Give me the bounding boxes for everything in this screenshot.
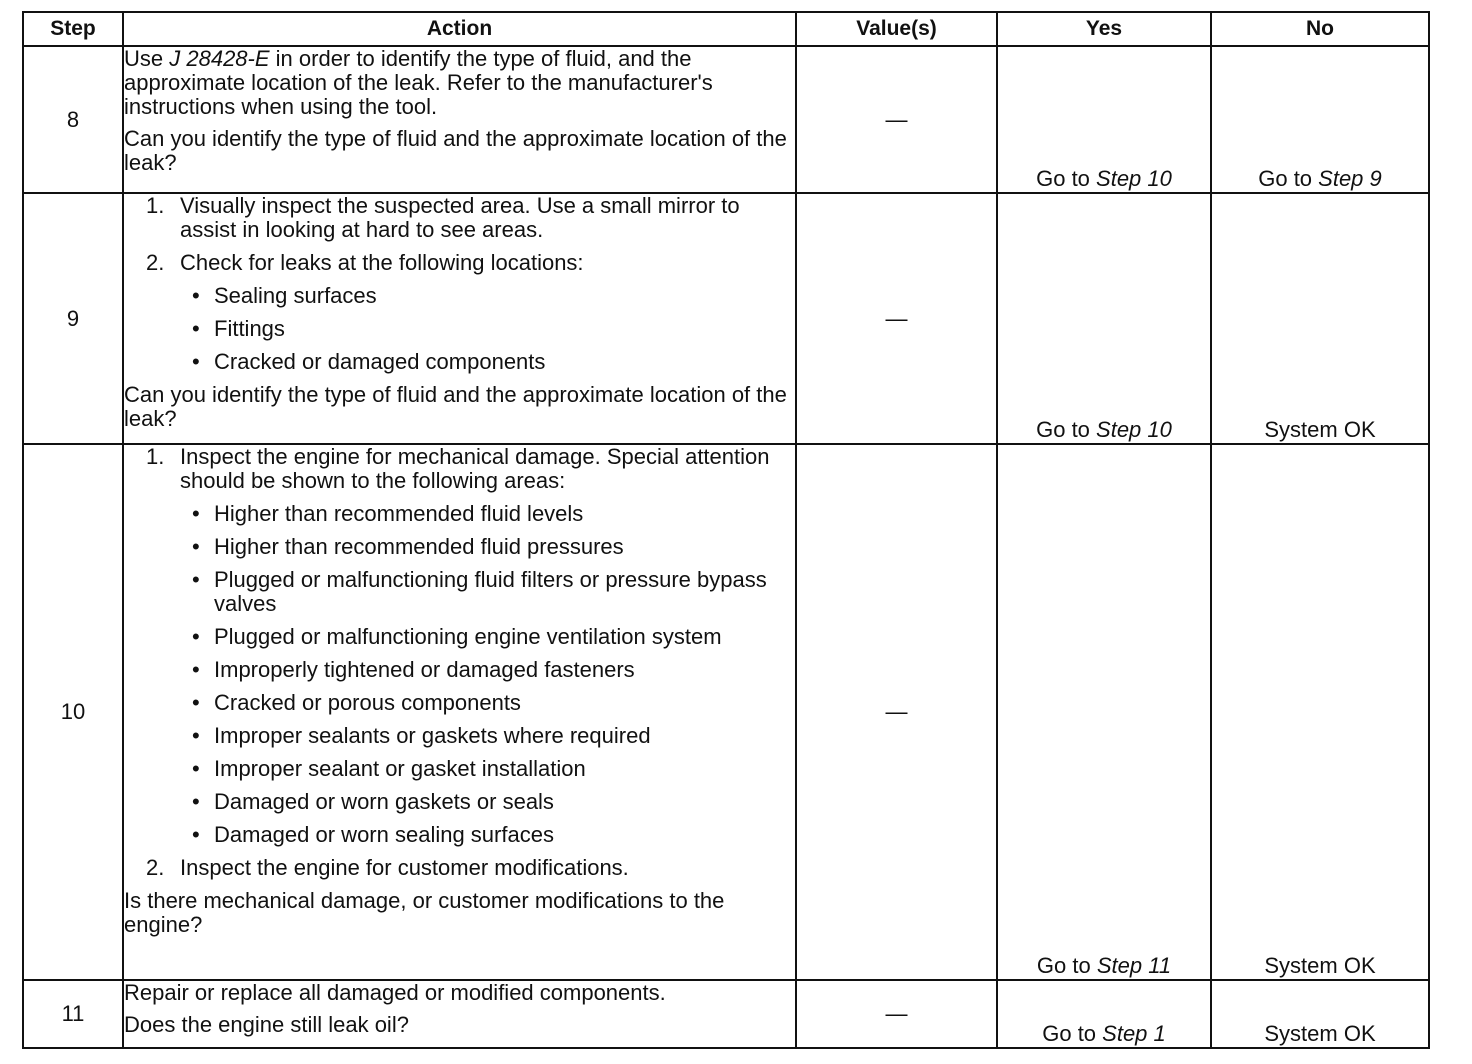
yes-cell: Go to Step 1 <box>997 980 1211 1048</box>
bullet-icon: • <box>192 657 200 682</box>
header-no: No <box>1211 12 1429 46</box>
yes-step-link: Step 1 <box>1102 1021 1166 1046</box>
no-cell: System OK <box>1211 444 1429 980</box>
table-row-step-9 <box>23 193 1429 444</box>
numbered-item: 2. Inspect the engine for customer modifications. <box>146 855 629 880</box>
yes-step-link: Step 10 <box>1096 417 1172 442</box>
bullet-icon: • <box>192 349 200 374</box>
value-cell: — <box>796 193 997 444</box>
bullet-icon: • <box>192 501 200 526</box>
bullet-item: • Damaged or worn sealing surfaces <box>192 822 554 847</box>
table-row-step-10 <box>23 444 1429 980</box>
value-cell: — <box>796 444 997 980</box>
yes-cell: Go to Step 10 <box>997 193 1211 444</box>
numbered-item: 1. Visually inspect the suspected area. Use a small mirror to assist in looking at hard to see areas. <box>146 193 740 242</box>
numbered-item: 1. Inspect the engine for mechanical damage. Special attention should be shown to the following areas: <box>146 444 770 493</box>
yes-cell: Go to Step 11 <box>997 444 1211 980</box>
bullet-icon: • <box>192 756 200 781</box>
yes-step-link: Step 10 <box>1096 166 1172 191</box>
bullet-item: • Plugged or malfunctioning engine ventilation system <box>192 624 722 649</box>
table-row-step-11 <box>23 980 1429 1048</box>
bullet-icon: • <box>192 723 200 748</box>
bullet-item: • Improper sealant or gasket installation <box>192 756 586 781</box>
header-values: Value(s) <box>796 12 997 46</box>
action-question: Can you identify the type of fluid and the approximate location of the leak? <box>124 382 787 431</box>
bullet-icon: • <box>192 534 200 559</box>
bullet-icon: • <box>192 789 200 814</box>
bullet-icon: • <box>192 283 200 308</box>
table-row-step-8 <box>23 46 1429 193</box>
action-cell <box>123 980 796 1048</box>
bullet-item: • Improperly tightened or damaged fasteners <box>192 657 635 682</box>
bullet-item: • Plugged or malfunctioning fluid filters or pressure bypass valves <box>192 567 767 616</box>
header-action: Action <box>123 12 796 46</box>
action-cell <box>123 46 796 193</box>
bullet-item: • Sealing surfaces <box>192 283 377 308</box>
bullet-item: • Improper sealants or gaskets where required <box>192 723 651 748</box>
value-cell: — <box>796 980 997 1048</box>
no-cell: Go to Step 9 <box>1211 46 1429 193</box>
bullet-icon: • <box>192 316 200 341</box>
step-number: 9 <box>23 193 123 444</box>
bullet-icon: • <box>192 567 200 592</box>
value-cell: — <box>796 46 997 193</box>
action-instruction: Use J 28428-E in order to identify the type of fluid, and the approximate location of the leak. Refer to the manufacturer's instructions when using the tool. <box>124 46 713 119</box>
numbered-item: 2. Check for leaks at the following locations: <box>146 250 584 275</box>
bullet-item: • Higher than recommended fluid levels <box>192 501 584 526</box>
header-step: Step <box>23 12 123 46</box>
table-header-row <box>23 12 1429 46</box>
header-yes: Yes <box>997 12 1211 46</box>
no-cell: System OK <box>1211 193 1429 444</box>
step-number: 8 <box>23 46 123 193</box>
step-number: 11 <box>23 980 123 1048</box>
action-instruction: Repair or replace all damaged or modified components. <box>124 980 666 1005</box>
action-question: Is there mechanical damage, or customer modifications to the engine? <box>124 888 725 937</box>
bullet-icon: • <box>192 690 200 715</box>
tool-reference: J 28428-E <box>169 46 270 71</box>
yes-step-link: Step 11 <box>1096 953 1172 978</box>
action-question: Does the engine still leak oil? <box>124 1012 409 1037</box>
bullet-icon: • <box>192 822 200 847</box>
step-number: 10 <box>23 444 123 980</box>
no-step-link: Step 9 <box>1318 166 1382 191</box>
bullet-item: • Cracked or damaged components <box>192 349 546 374</box>
action-cell <box>123 444 796 980</box>
action-cell <box>123 193 796 444</box>
bullet-item: • Higher than recommended fluid pressures <box>192 534 624 559</box>
yes-cell: Go to Step 10 <box>997 46 1211 193</box>
action-question: Can you identify the type of fluid and the approximate location of the leak? <box>124 126 787 175</box>
bullet-item: • Cracked or porous components <box>192 690 521 715</box>
diagnostic-table <box>22 11 1430 1049</box>
bullet-icon: • <box>192 624 200 649</box>
bullet-item: • Damaged or worn gaskets or seals <box>192 789 554 814</box>
no-cell: System OK <box>1211 980 1429 1048</box>
bullet-item: • Fittings <box>192 316 285 341</box>
